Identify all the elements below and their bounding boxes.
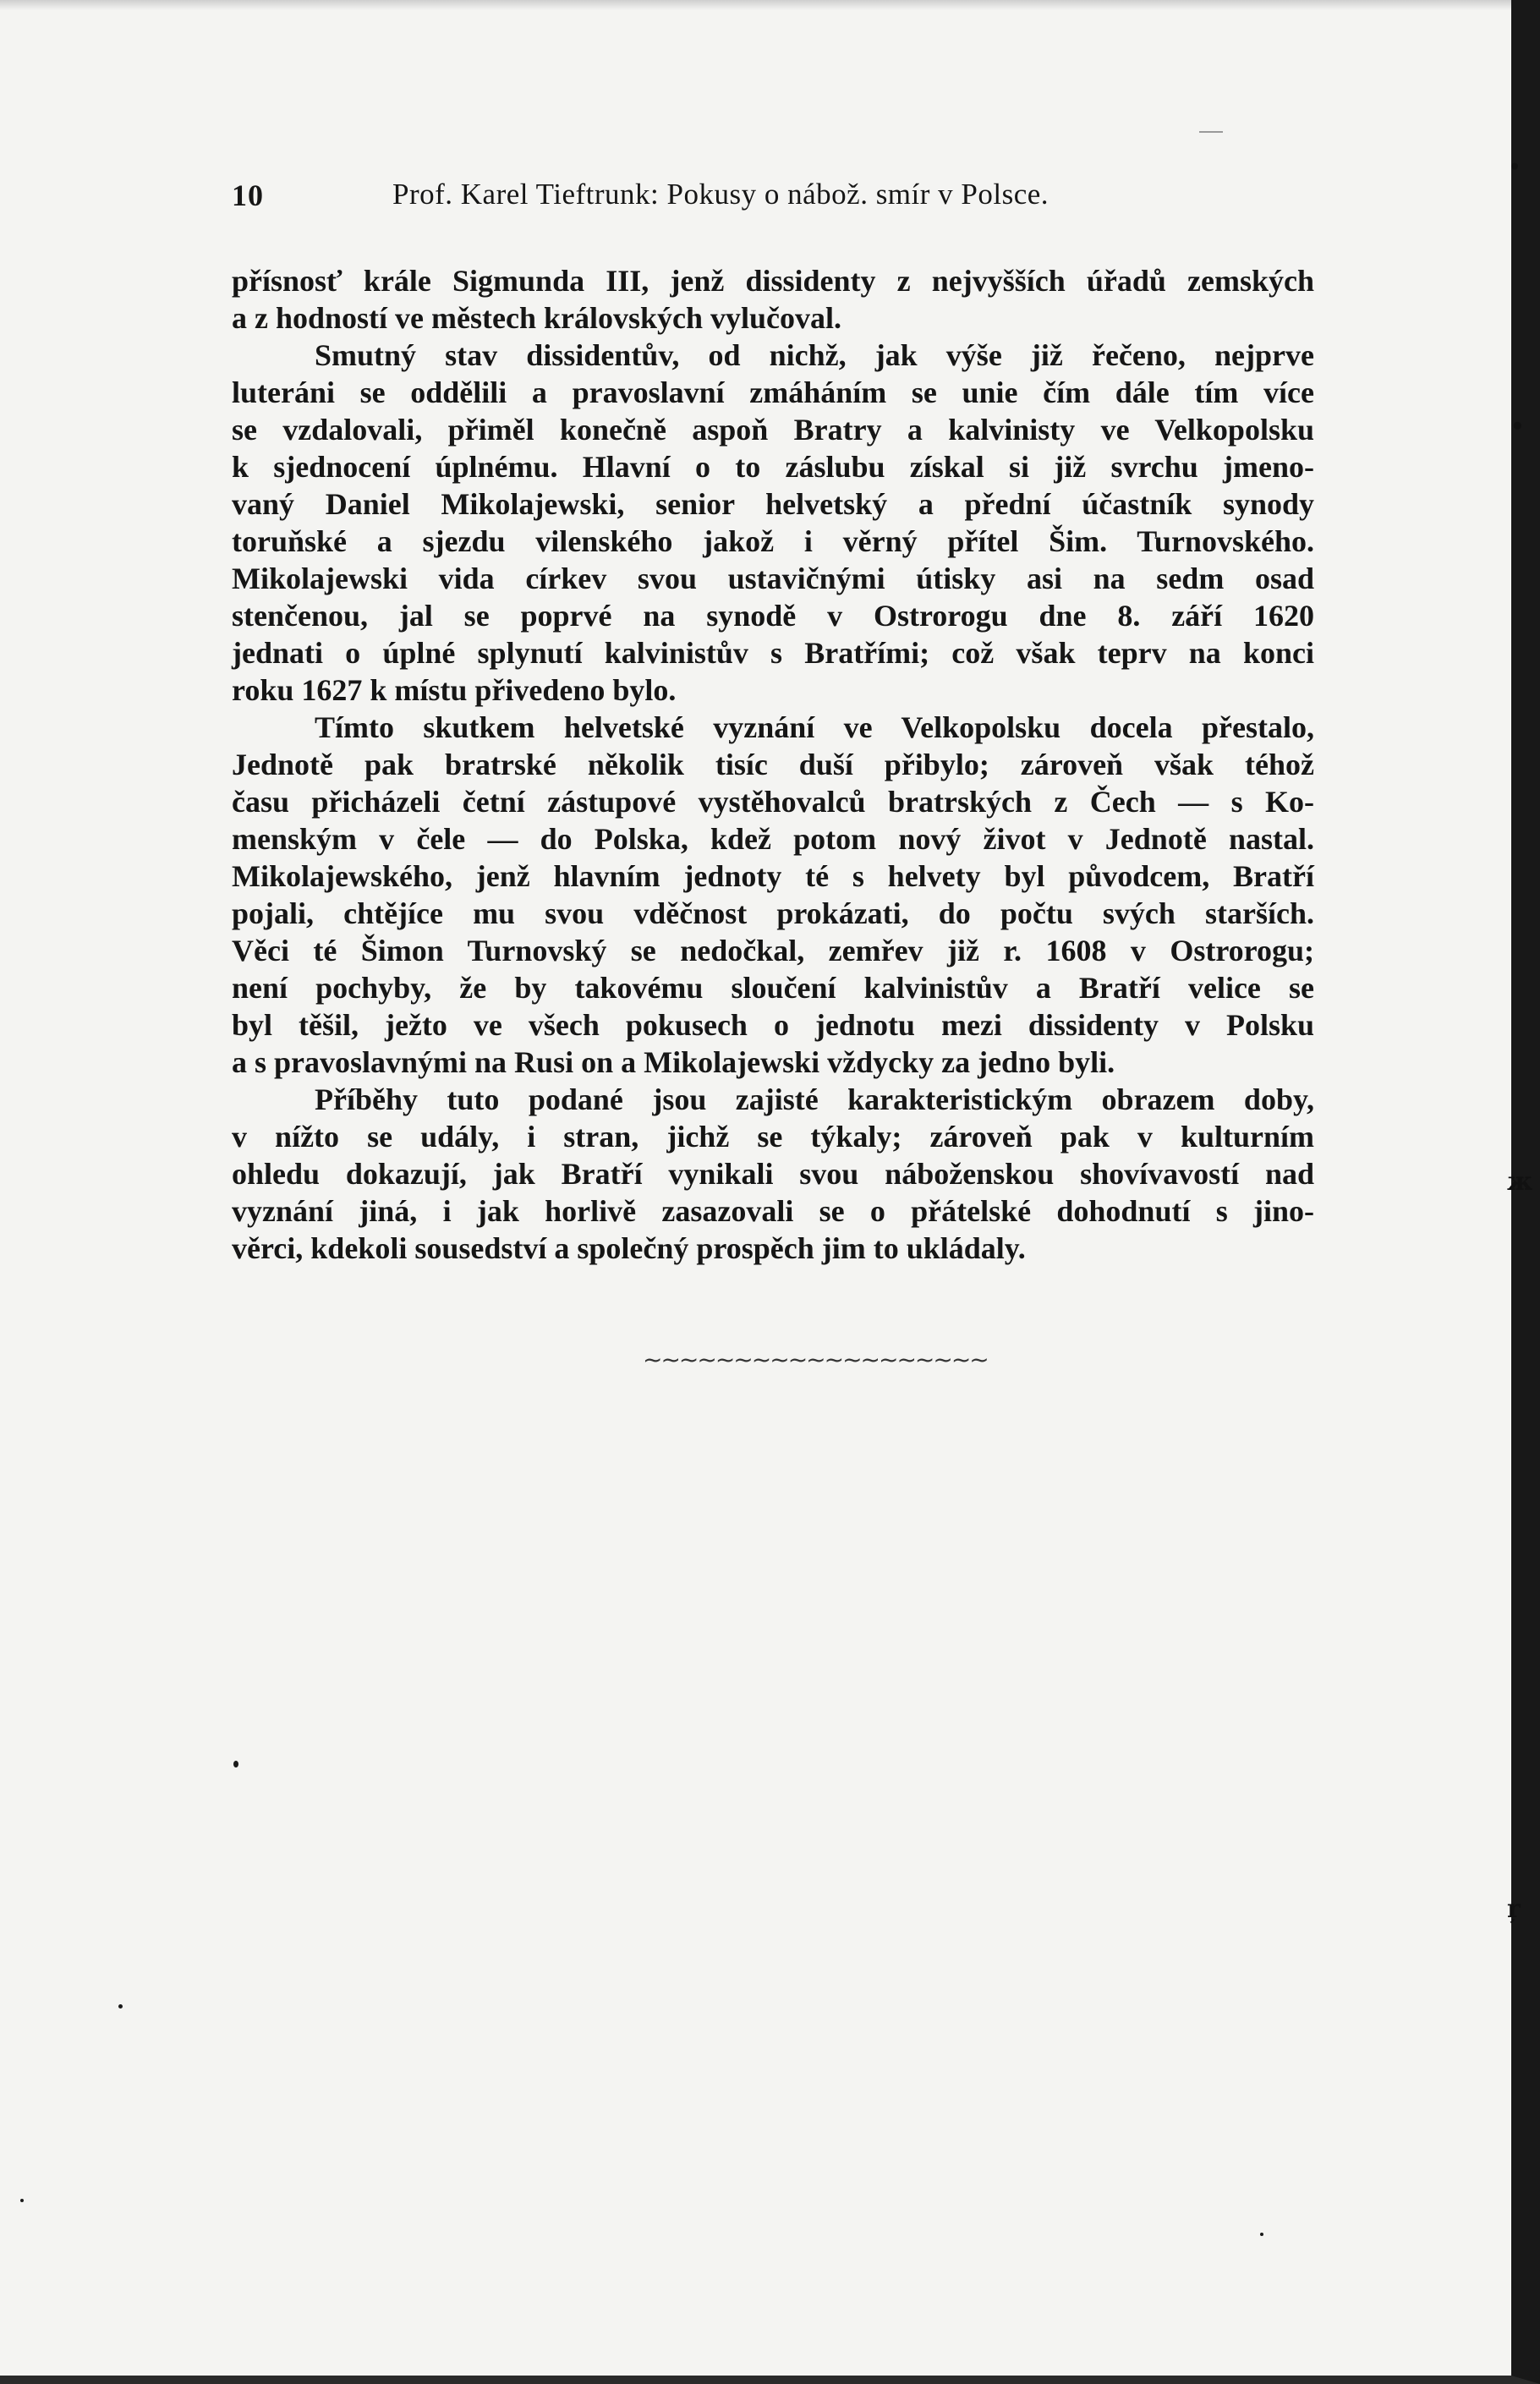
scan-edge xyxy=(0,0,1511,10)
text-line: a z hodností ve městech královských vylučoval. xyxy=(232,301,842,335)
text-line: se vzdalovali, přiměl konečně aspoň Bratry a kalvinisty ve Velkopolsku xyxy=(232,413,1314,447)
text-line: není pochyby, že by takovému sloučení kalvinistův a Bratří velice se xyxy=(232,971,1314,1005)
text-line: k sjednocení úplnému. Hlavní o to záslubu získal si již svrchu jmeno- xyxy=(232,450,1314,484)
text-line: vaný Daniel Mikolajewski, senior helvetský a přední účastník synody xyxy=(232,487,1314,521)
text-line: ohledu dokazují, jak Bratří vynikali svou náboženskou shovívavostí nad xyxy=(232,1157,1314,1191)
text-line: pojali, chtějíce mu svou vděčnost prokázati, do počtu svých starších. xyxy=(232,896,1314,930)
text-line: byl těšil, ježto ve všech pokusech o jednotu mezi dissidenty v Polsku xyxy=(232,1008,1314,1042)
margin-speck-icon: • xyxy=(1510,414,1525,440)
dust-speck xyxy=(20,2199,24,2202)
running-title: Prof. Karel Tieftrunk: Pokusy o nábož. smír v Polsce. xyxy=(392,178,1050,211)
margin-speck-icon: ŗ xyxy=(1507,1894,1521,1924)
text-line: stenčenou, jal se poprvé na synodě v Ostrorogu dne 8. září 1620 xyxy=(232,599,1314,633)
text-line: Příběhy tuto podané jsou zajisté karakteristickým obrazem doby, xyxy=(315,1082,1314,1116)
text-line: Věci té Šimon Turnovský se nedočkal, zemřev již r. 1608 v Ostrorogu; xyxy=(232,934,1314,967)
text-line: Jednotě pak bratrské několik tisíc duší přibylo; zároveň však téhož xyxy=(232,748,1314,781)
text-line: věrci, kdekoli sousedství a společný prospěch jim to ukládaly. xyxy=(232,1231,1026,1265)
text-line: v nížto se udály, i stran, jichž se týkaly; zároveň pak v kulturním xyxy=(232,1120,1314,1154)
text-line: Mikolajewského, jenž hlavním jednoty té s helvety byl původcem, Bratří xyxy=(232,859,1314,893)
text-line: menským v čele — do Polska, kdež potom nový život v Jednotě nastal. xyxy=(232,822,1314,856)
dust-speck xyxy=(118,2004,123,2009)
dust-speck xyxy=(1260,2233,1263,2236)
text-line: luteráni se oddělili a pravoslavní zmáháním se unie čím dále tím více xyxy=(232,375,1314,409)
text-line: Mikolajewski vida církev svou ustavičnými útisky asi na sedm osad xyxy=(232,562,1314,595)
ornamental-rule: ~~~~~~~~~~~~~~~~~~~ xyxy=(643,1345,988,1373)
text-line: jednati o úplné splynutí kalvinistův s Bratřími; což však teprv na konci xyxy=(232,636,1314,670)
margin-speck-icon: ж xyxy=(1507,1167,1533,1197)
text-line: vyznání jiná, i jak horlivě zasazovali se o přátelské dohodnutí s jino- xyxy=(232,1194,1314,1228)
body-text xyxy=(232,262,1314,1267)
text-line: roku 1627 k místu přivedeno bylo. xyxy=(232,673,677,707)
dust-speck xyxy=(1199,131,1223,133)
text-line: Smutný stav dissidentův, od nichž, jak výše již řečeno, nejprve xyxy=(315,338,1314,372)
page-header xyxy=(232,178,1331,220)
text-line: přísnosť krále Sigmunda III, jenž dissidenty z nejvyšších úřadů zemských xyxy=(232,264,1314,298)
text-line: času přicházeli četní zástupové vystěhovalců bratrských z Čech — s Ko- xyxy=(232,785,1314,819)
page-number: 10 xyxy=(232,178,264,212)
margin-speck-icon: • xyxy=(1509,156,1521,178)
text-line: a s pravoslavnými na Rusi on a Mikolajewski vždycky za jedno byli. xyxy=(232,1045,1115,1079)
dust-speck xyxy=(233,1761,238,1767)
text-line: toruňské a sjezdu vilenského jakož i věrný přítel Šim. Turnovského. xyxy=(232,524,1314,558)
text-line: Tímto skutkem helvetské vyznání ve Velkopolsku docela přestalo, xyxy=(315,710,1314,744)
